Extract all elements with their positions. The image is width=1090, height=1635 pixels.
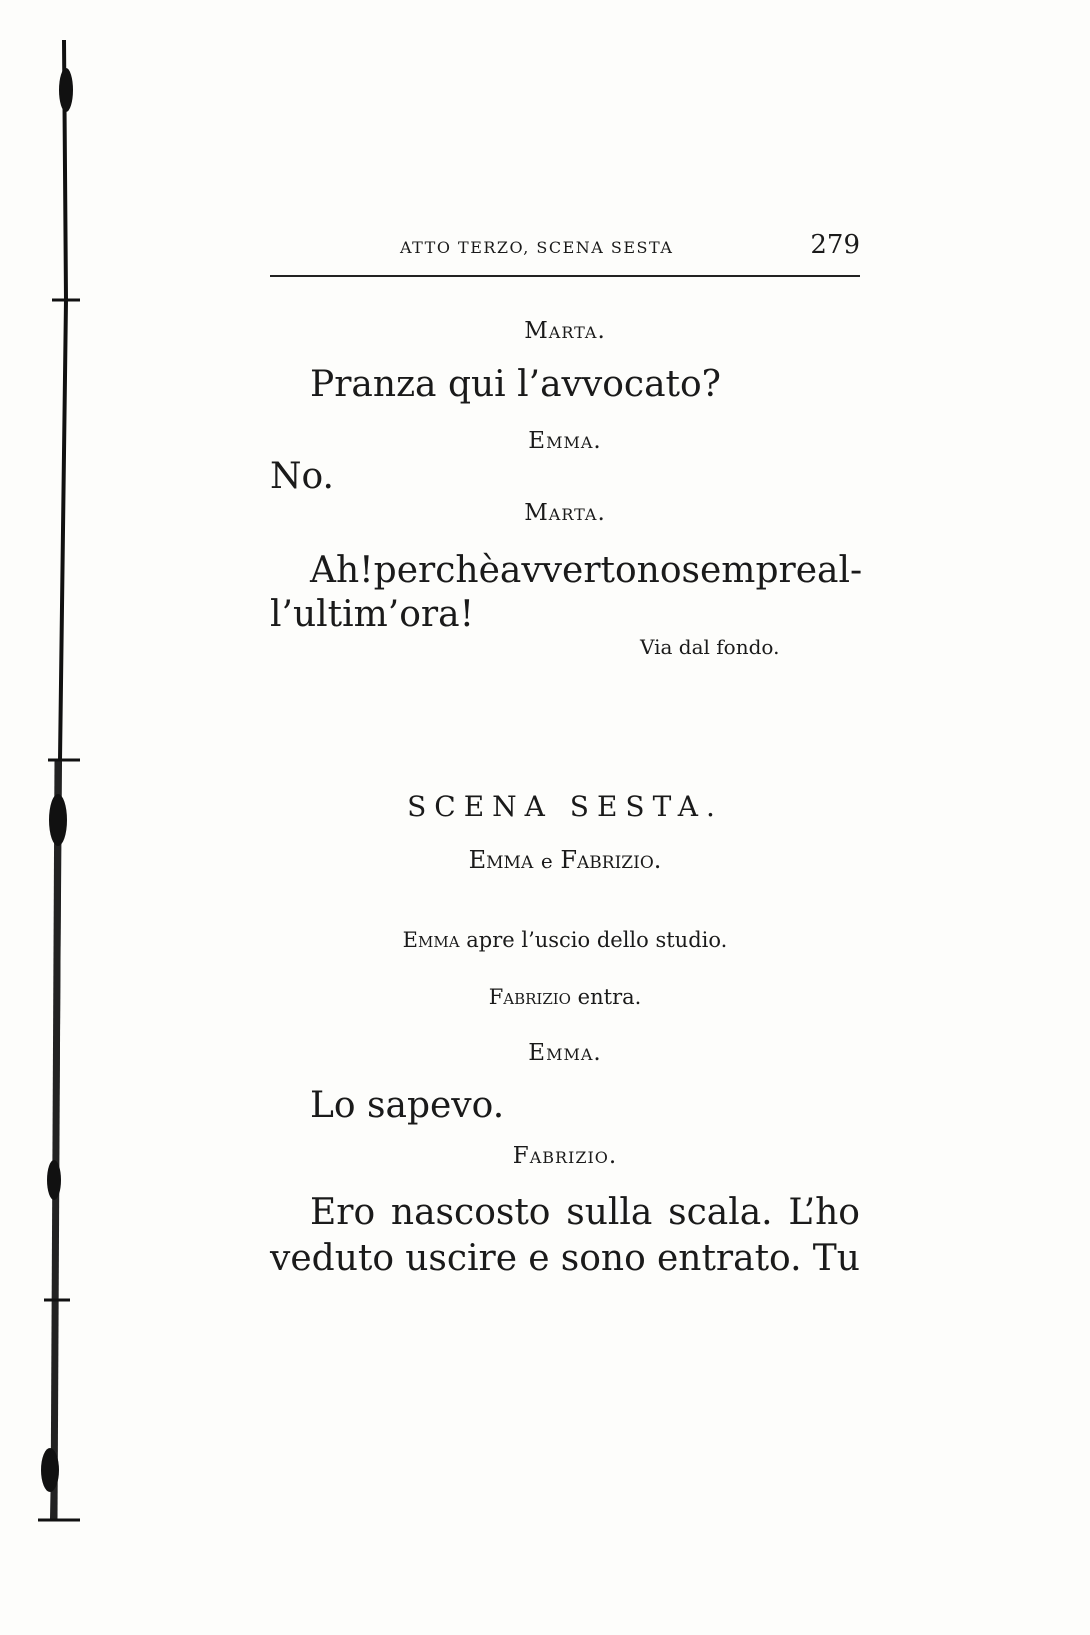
word: sempre	[681, 550, 818, 591]
word: L’ho	[788, 1192, 860, 1233]
scene-title: SCENA SESTA.	[407, 790, 723, 823]
running-head: ATTO TERZO, SCENA SESTA	[400, 238, 674, 257]
cast-member: Fabrizio.	[560, 846, 662, 874]
word: sono	[560, 1238, 646, 1279]
stage-direction: Via dal fondo.	[640, 635, 780, 659]
word: al-	[817, 550, 863, 591]
word: avvertono	[499, 550, 682, 591]
dialogue-line: Lo sapevo.	[310, 1085, 505, 1126]
word: veduto	[270, 1238, 395, 1279]
word: perchè	[373, 550, 500, 591]
cast-member: Emma	[468, 846, 534, 874]
stage-direction	[270, 928, 860, 952]
speaker-name: Fabrizio.	[512, 1143, 618, 1169]
word: scala.	[668, 1192, 773, 1233]
direction-text: apre l’uscio dello studio.	[466, 928, 728, 952]
word: Tu	[812, 1238, 860, 1279]
word: nascosto	[390, 1192, 551, 1233]
dialogue-line: No.	[270, 456, 334, 497]
page-number: 279	[810, 230, 860, 260]
scene-cast	[270, 846, 860, 874]
character-name: Emma	[402, 928, 460, 952]
stage-direction	[270, 985, 860, 1009]
character-name: Fabrizio	[488, 985, 571, 1009]
page-header	[270, 228, 860, 268]
direction-text: entra.	[577, 985, 642, 1009]
word: sulla	[566, 1192, 653, 1233]
dialogue-line: l’ultim’ora!	[270, 594, 475, 635]
word: entrato.	[656, 1238, 802, 1279]
speaker-name: Marta.	[524, 318, 606, 344]
dialogue-line-justified	[310, 550, 863, 591]
word: uscire	[405, 1238, 518, 1279]
speaker-name: Emma.	[528, 428, 602, 454]
word: e	[528, 1238, 550, 1279]
header-rule	[270, 275, 860, 277]
dialogue-line: Pranza qui l’avvocato?	[310, 364, 721, 405]
binding-edge-stitching	[0, 0, 90, 1635]
speaker-name: Marta.	[524, 500, 606, 526]
dialogue-line-justified	[310, 1192, 860, 1233]
speaker-name: Emma.	[528, 1040, 602, 1066]
word: Ero	[310, 1192, 376, 1233]
dialogue-line-justified	[270, 1238, 860, 1279]
word: Ah!	[310, 550, 374, 591]
cast-conjunction: e	[540, 849, 553, 873]
